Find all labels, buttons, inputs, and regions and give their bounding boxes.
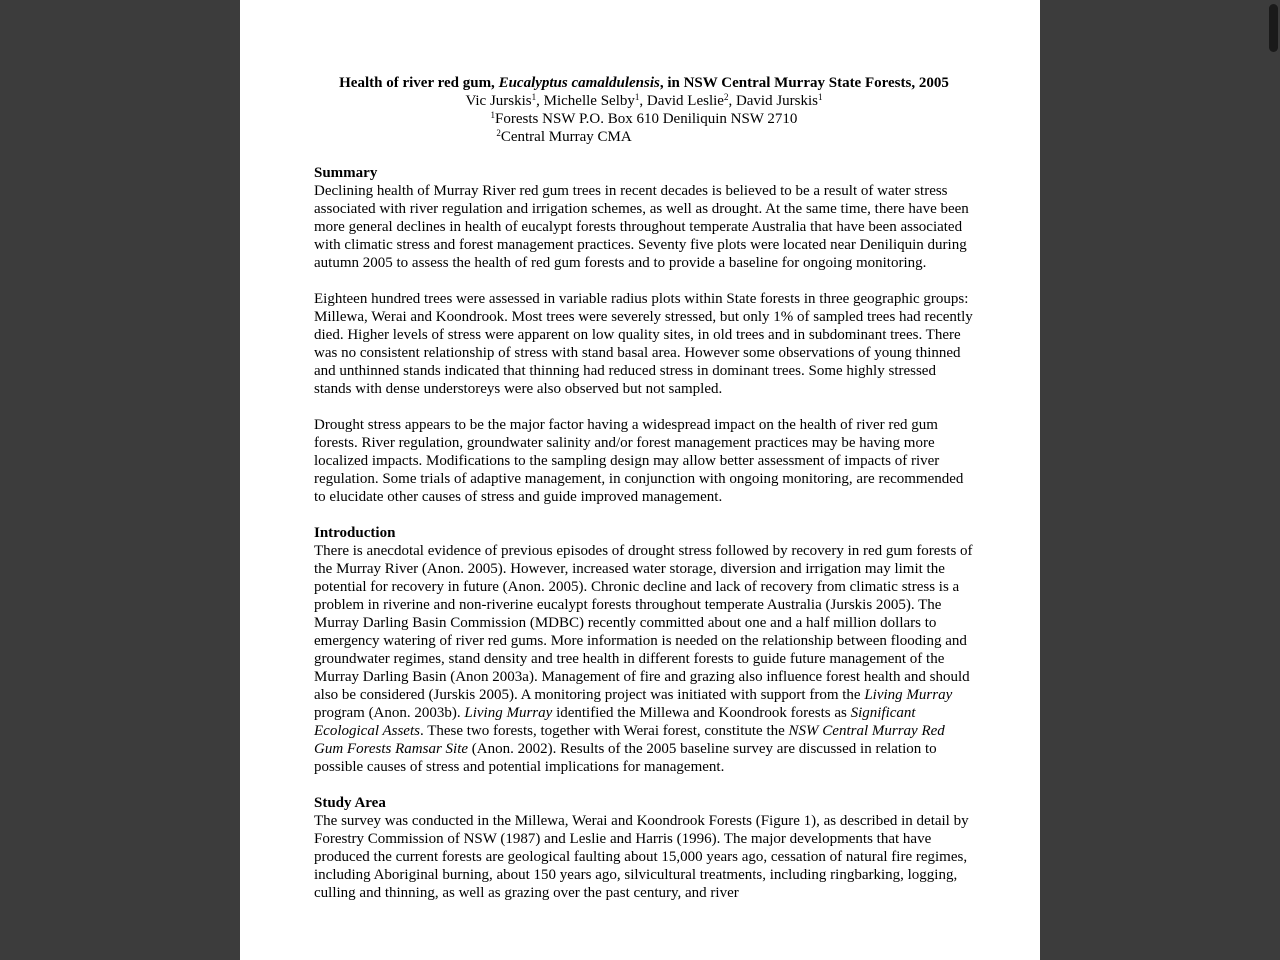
intro-emphasis: Living Murray <box>864 687 953 703</box>
intro-emphasis: Living Murray <box>464 705 553 721</box>
author-affiliation-mark: 1 <box>634 92 640 102</box>
intro-text: . These two forests, together with Werai forest, constitute the <box>419 723 789 739</box>
scrollbar-thumb[interactable] <box>1269 4 1278 52</box>
title-prefix: Health of river red gum, <box>339 75 499 91</box>
intro-text: program (Anon. 2003b). <box>314 705 465 721</box>
intro-emphasis: Significant Ecological Assets <box>314 705 916 739</box>
author-name: Michelle Selby <box>543 93 635 109</box>
study-area-paragraph: The survey was conducted in the Millewa, Werai and Koondrook Forests (Figure 1), as described in detail by Forestry Commission of NSW (1987) and Leslie and Harris (1996). The major developments that have produced the current forests are geological faulting about 15,000 years ago, cessation of natural fire regimes, including Aboriginal burning, about 150 years ago, silvicultural treatments, including ringbarking, logging, culling and thinning, as well as grazing over the past century, and river <box>314 813 969 901</box>
author-affiliation-mark: 1 <box>531 92 537 102</box>
summary-section <box>314 164 974 506</box>
title-species: Eucalyptus camaldulensis <box>498 75 660 91</box>
intro-text: identified the Millewa and Koondrook forests as <box>552 705 851 721</box>
author-list: Vic Jurskis$^1$, Michelle Selby$^1$, David Leslie$^2$, David Jurskis$^1$ <box>465 92 823 109</box>
vertical-scrollbar[interactable] <box>1266 0 1280 960</box>
author-name: Vic Jurskis <box>465 93 532 109</box>
summary-heading: Summary <box>314 165 378 181</box>
intro-emphasis: NSW Central Murray Red Gum Forests Ramsar Site <box>314 723 945 757</box>
study-area-heading: Study Area <box>314 795 386 811</box>
affiliation-text: Central Murray CMA <box>500 129 632 145</box>
summary-paragraph: Eighteen hundred trees were assessed in variable radius plots within State forests in three geographic groups: Millewa, Werai and Koondrook. Most trees were severely stressed, but only 1% of sampled trees had recently died. Higher levels of stress were apparent on low quality sites, in old trees and in subdominant trees. There was no consistent relationship of stress with stand basal area. However some observations of young thinned and unthinned stands indicated that thinning had reduced stress in dominant trees. Some highly stressed stands with dense understoreys were also observed but not sampled. <box>314 291 973 397</box>
title-suffix: , in NSW Central Murray State Forests, 2005 <box>659 75 949 91</box>
affiliation-number: 2 <box>496 128 501 138</box>
paper-header <box>314 74 974 146</box>
author-name: David Jurskis <box>735 93 819 109</box>
intro-text: (Anon. 2002). Results of the 2005 baseline survey are discussed in relation to possible causes of stress and potential implications for management. <box>314 741 937 775</box>
author-affiliation-mark: 1 <box>818 92 823 102</box>
document-page <box>240 0 1040 960</box>
summary-paragraph: Drought stress appears to be the major factor having a widespread impact on the health of river red gum forests. River regulation, groundwater salinity and/or forest management practices may be having more localized impacts. Modifications to the sampling design may allow better assessment of impacts of river regulation. Some trials of adaptive management, in conjunction with ongoing monitoring, are recommended to elucidate other causes of stress and guide improved management. <box>314 417 964 505</box>
affiliation <box>314 128 974 146</box>
affiliation-text: Forests NSW P.O. Box 610 Deniliquin NSW 2710 <box>495 111 798 127</box>
study-area-section <box>314 794 974 902</box>
author-affiliation-mark: 2 <box>723 92 729 102</box>
summary-paragraph: Declining health of Murray River red gum trees in recent decades is believed to be a result of water stress associated with river regulation and irrigation schemes, as well as drought. At the same time, there have been more general declines in health of eucalypt forests throughout temperate Australia that have been associated with climatic stress and forest management practices. Seventy five plots were located near Deniliquin during autumn 2005 to assess the health of red gum forests and to provide a baseline for ongoing monitoring. <box>314 183 969 271</box>
paper-title <box>314 74 974 92</box>
introduction-section <box>314 524 974 776</box>
author-name: David Leslie <box>646 93 724 109</box>
introduction-paragraph <box>314 542 974 776</box>
affiliation <box>314 110 974 128</box>
affiliation-number: 1 <box>490 110 496 120</box>
page-content <box>314 74 974 902</box>
intro-text: There is anecdotal evidence of previous episodes of drought stress followed by recovery in red gum forests of the Murray River (Anon. 2005). However, increased water storage, diversion and irrigation may limit the potential for recovery in future (Anon. 2005). Chronic decline and lack of recovery from climatic stress is a problem in riverine and non-riverine eucalypt forests throughout temperate Australia (Jurskis 2005). The Murray Darling Basin Commission (MDBC) recently committed about one and a half million dollars to emergency watering of river red gums. More information is needed on the relationship between flooding and groundwater regimes, stand density and tree health in different forests to guide future management of the Murray Darling Basin (Anon 2003a). Management of fire and grazing also influence forest health and should also be considered (Jurskis 2005). A monitoring project was initiated with support from the <box>314 543 973 703</box>
introduction-heading: Introduction <box>314 525 396 541</box>
